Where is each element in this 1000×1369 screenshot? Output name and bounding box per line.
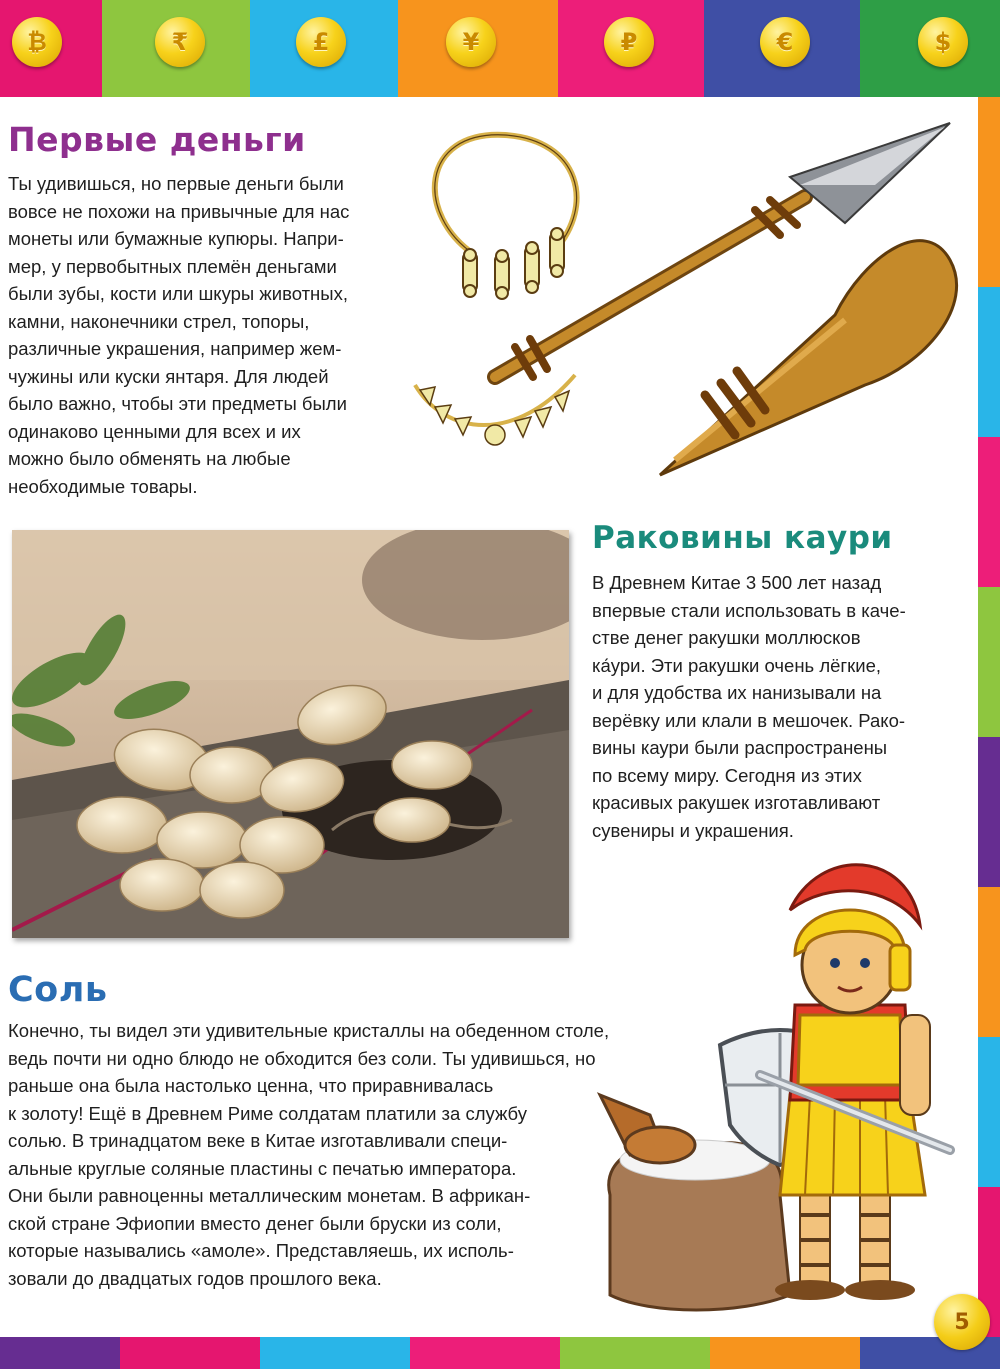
- roman-soldier-illustration: [590, 855, 970, 1325]
- first-money-text: Ты удивишься, но первые деньги были вовсе не похожи на привычные для нас монеты или бумажные купюры. Напри- мер, у первобытных племён деньгами были зубы, кости или шкуры животных, камни, наконечники стрел, топоры, различные украшения, например жем- чужины или куски янтаря. Для людей было важно, чтобы эти предметы были одинаково ценными для всех и их можно было обменять на любые необходимые товары.: [8, 173, 350, 497]
- tooth-necklace-icon: [415, 375, 575, 445]
- club-icon: [660, 241, 957, 475]
- heading-salt: Соль: [8, 970, 108, 1010]
- euro-coin-icon: €: [760, 17, 810, 67]
- salt-text: Конечно, ты видел эти удивительные кристаллы на обеденном столе, ведь почти ни одно блюдо не обходится без соли. Ты удивишься, но раньше она была настолько ценна, что приравнивалась к золоту! Ещё в Древнем Риме солдатам платили за службу солью. В тринадцатом веке в Китае изготавливали специ- альные круглые соляные пластины с печатью императора. Они были равноценны металлическим монетам. В африкан- ской стране Эфиопии вместо денег были бруски из соли, которые назывались «амоле». Представляешь, их исполь- зовали до двадцатых годов прошлого века.: [8, 1020, 610, 1289]
- primitive-money-illustration: [405, 115, 970, 485]
- yen-coin-icon: ¥: [446, 17, 496, 67]
- cowrie-text: В Древнем Китае 3 500 лет назад впервые стали использовать в каче- стве денег ракушки моллюсков ка́ури. Эти ракушки очень лёгкие, и для удобства их нанизывали на верёвку или клали в мешочек. Рако- вины каури были распространены по всему миру. Сегодня из этих красивых ракушек изготавливают сувениры и украшения.: [592, 572, 906, 841]
- heading-cowrie: Раковины каури: [592, 520, 893, 556]
- bone-necklace-icon: [435, 135, 577, 299]
- rupee-coin-icon: ₹: [155, 17, 205, 67]
- heading-first-money: Первые деньги: [8, 120, 306, 159]
- ruble-coin-icon: ₽: [604, 17, 654, 67]
- dollar-coin-icon: $: [918, 17, 968, 67]
- bitcoin-coin-icon: ₿: [12, 17, 62, 67]
- page-number: 5: [934, 1294, 990, 1350]
- pound-coin-icon: £: [296, 17, 346, 67]
- cowrie-shells-photo: [12, 530, 569, 938]
